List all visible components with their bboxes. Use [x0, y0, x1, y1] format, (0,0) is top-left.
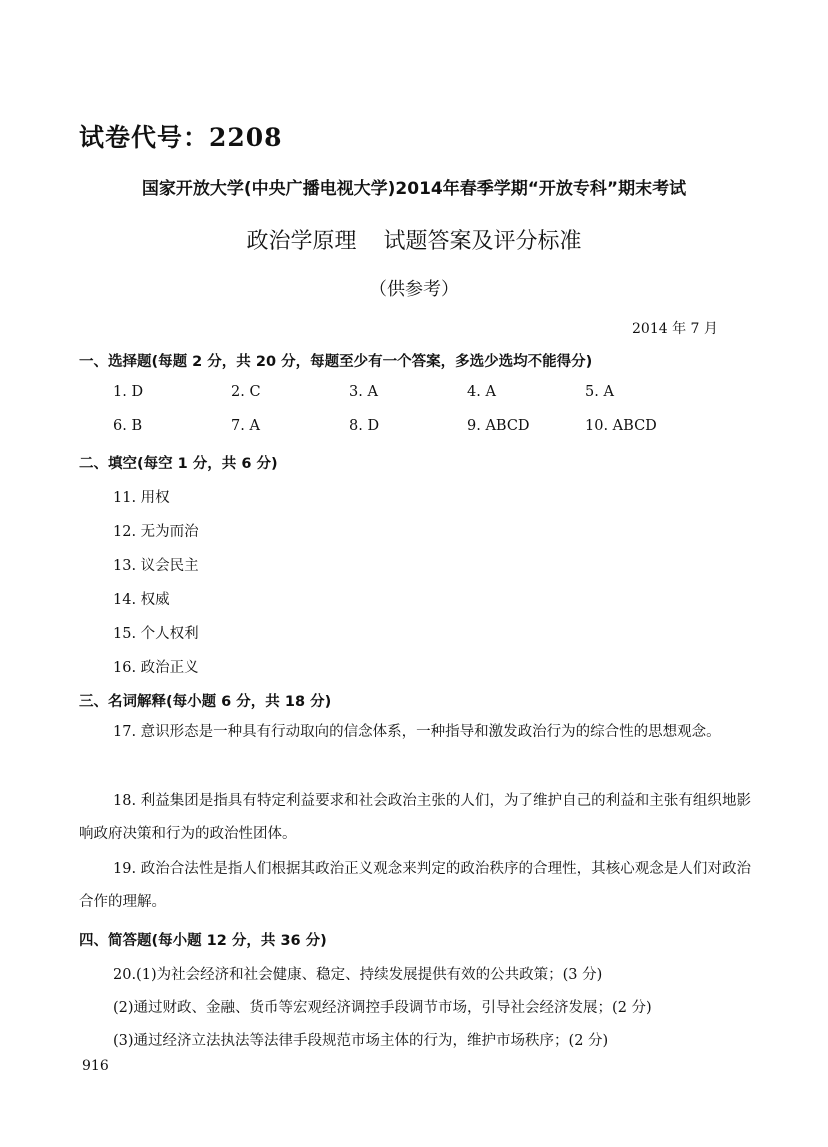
page-number: 916	[82, 1058, 109, 1074]
paper-code: 试卷代号：2208	[79, 123, 283, 152]
fill-answer-16: 16. 政治正义	[113, 660, 199, 676]
answer-10: 10. ABCD	[585, 418, 657, 434]
reference-note: （供参考）	[369, 279, 459, 300]
term-answer-17: 17. 意识形态是一种具有行动取向的信念体系，一种指导和激发政治行为的综合性的思想观念。	[113, 724, 721, 740]
term-answer-18: 18. 利益集团是指具有特定利益要求和社会政治主张的人们，为了维护自己的利益和主张有组织地影响政府决策和行为的政治性团体。	[79, 793, 751, 842]
fill-answer-15: 15. 个人权利	[113, 626, 199, 642]
section3-heading: 三、名词解释(每小题 6 分，共 18 分)	[79, 694, 332, 710]
answer-3: 3. A	[349, 384, 378, 400]
exam-name: 国家开放大学(中央广播电视大学)2014年春季学期“开放专科”期末考试	[141, 179, 687, 199]
exam-date: 2014 年 7 月	[632, 321, 718, 337]
answer-8: 8. D	[349, 418, 380, 434]
fill-answer-11: 11. 用权	[113, 490, 170, 506]
term-answer-19: 19. 政治合法性是指人们根据其政治正义观念来判定的政治秩序的合理性，其核心观念是人们对政治合作的理解。	[79, 861, 751, 910]
short-answer-20-2: (2)通过财政、金融、货币等宏观经济调控手段调节市场，引导社会经济发展；(2 分)	[113, 1000, 652, 1016]
answer-5: 5. A	[585, 384, 614, 400]
fill-answer-14: 14. 权威	[113, 592, 170, 608]
fill-answer-13: 13. 议会民主	[113, 558, 199, 574]
title-doc: 试题答案及评分标准	[383, 229, 582, 254]
answer-2: 2. C	[231, 384, 261, 400]
answer-6: 6. B	[113, 418, 143, 434]
section2-heading: 二、填空(每空 1 分，共 6 分)	[79, 456, 278, 472]
document-title	[0, 224, 828, 255]
answer-9: 9. ABCD	[467, 418, 530, 434]
short-answer-20-3: (3)通过经济立法执法等法律手段规范市场主体的行为，维护市场秩序；(2 分)	[113, 1033, 609, 1049]
section4-heading: 四、简答题(每小题 12 分，共 36 分)	[79, 933, 327, 949]
short-answer-20-1: 20.(1)为社会经济和社会健康、稳定、持续发展提供有效的公共政策；(3 分)	[113, 967, 603, 983]
answer-1: 1. D	[113, 384, 144, 400]
fill-answer-12: 12. 无为而治	[113, 524, 199, 540]
title-subject: 政治学原理	[246, 229, 357, 254]
section1-heading: 一、选择题(每题 2 分，共 20 分，每题至少有一个答案，多选少选均不能得分)	[79, 354, 593, 370]
answer-4: 4. A	[467, 384, 496, 400]
answer-7: 7. A	[231, 418, 260, 434]
